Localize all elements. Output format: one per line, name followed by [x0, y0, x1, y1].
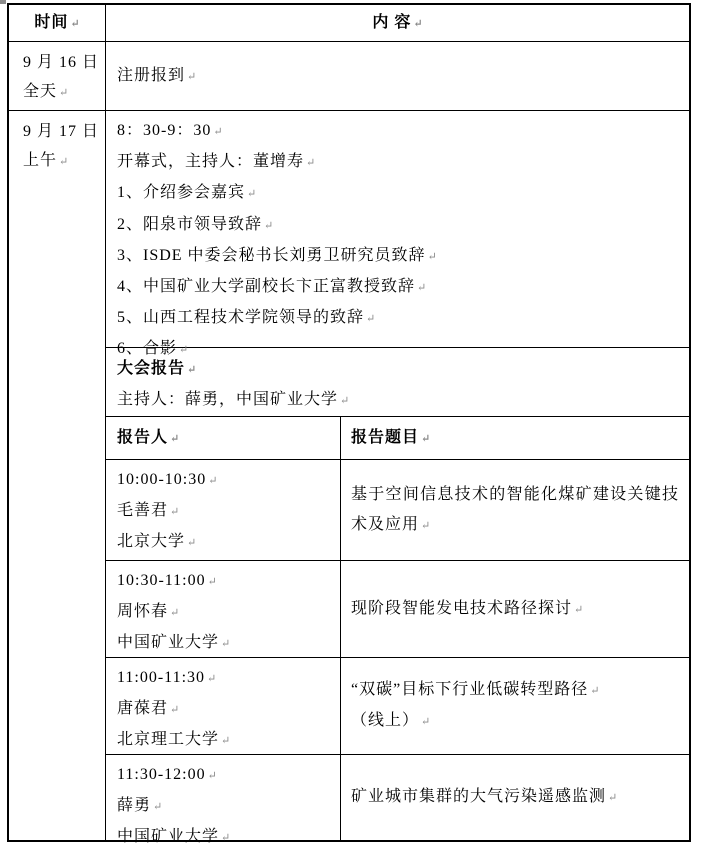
- report-4-speaker-cell: [106, 755, 341, 845]
- content-column-header-cell: [106, 5, 689, 41]
- report-3-affiliation: 北京理工大学 ↵: [117, 725, 336, 756]
- report-2-speaker-cell: [106, 561, 341, 657]
- row-sep16: [9, 42, 689, 111]
- opening-time: 8：30-9：30 ↵: [117, 116, 681, 147]
- opening-item-4: 4、中国矿业大学副校长卞正富教授致辞 ↵: [117, 272, 681, 303]
- content-column-header: 内 容 ↵: [372, 8, 422, 39]
- report-2-speaker: 周怀春 ↵: [117, 597, 336, 628]
- plenary-session-title: 大会报告 ↵: [117, 354, 681, 385]
- report-3-time: 11:00-11:30 ↵: [117, 663, 336, 694]
- report-1-affiliation: 北京大学 ↵: [117, 527, 336, 558]
- report-row-3: [106, 658, 689, 755]
- sep17-date: 9 月 17 日: [23, 123, 100, 140]
- report-4-time: 11:30-12:00 ↵: [117, 760, 336, 791]
- sep17-content-cell: [106, 111, 689, 845]
- opening-item-2: 2、阳泉市领导致辞 ↵: [117, 210, 681, 241]
- report-row-2: [106, 561, 689, 658]
- sep16-time-cell: [9, 42, 106, 110]
- report-2-time: 10:30-11:00 ↵: [117, 566, 336, 597]
- opening-host: 开幕式，主持人：董增寿 ↵: [117, 147, 681, 178]
- report-row-4: [106, 755, 689, 845]
- opening-item-5: 5、山西工程技术学院领导的致辞 ↵: [117, 303, 681, 334]
- report-1-title-cell: [341, 460, 689, 560]
- sep16-period: 全天 ↵: [23, 77, 103, 108]
- sep16-activity: 注册报到 ↵: [117, 61, 196, 92]
- table-header-row: [9, 5, 689, 42]
- speaker-column-header: 报告人 ↵: [117, 425, 336, 452]
- reports-header-row: [106, 417, 689, 460]
- report-1-title: 基于空间信息技术的智能化煤矿建设关键技术及应用 ↵: [351, 480, 679, 541]
- report-row-1: [106, 460, 689, 561]
- report-3-title-line-1: “双碳”目标下行业低碳转型路径 ↵: [351, 675, 679, 706]
- sep16-date: 9 月 16 日: [23, 54, 100, 71]
- opening-item-1: 1、介绍参会嘉宾 ↵: [117, 178, 681, 209]
- conference-schedule-table: [7, 3, 691, 845]
- plenary-session-section: [106, 348, 689, 417]
- report-3-speaker: 唐葆君 ↵: [117, 694, 336, 725]
- speaker-column-header-cell: [106, 417, 341, 459]
- report-2-title: 现阶段智能发电技术路径探讨 ↵: [351, 594, 679, 625]
- report-1-speaker: 毛善君 ↵: [117, 496, 336, 527]
- report-2-title-cell: [341, 561, 689, 657]
- report-4-speaker: 薛勇 ↵: [117, 791, 336, 822]
- opening-ceremony-section: [106, 111, 689, 358]
- title-column-header-cell: [341, 417, 689, 459]
- report-1-time: 10:00-10:30 ↵: [117, 465, 336, 496]
- time-column-header: 时间 ↵: [34, 8, 79, 39]
- plenary-session-host: 主持人：薛勇，中国矿业大学 ↵: [117, 385, 681, 416]
- sep17-time-cell: [9, 111, 106, 840]
- opening-item-6: 6、合影 ↵: [117, 334, 681, 365]
- report-4-title-cell: [341, 755, 689, 840]
- sep16-content-cell: [106, 42, 689, 110]
- report-2-affiliation: 中国矿业大学 ↵: [117, 628, 336, 659]
- row-sep17: [9, 111, 689, 845]
- report-3-title-cell: [341, 658, 689, 754]
- report-4-title: 矿业城市集群的大气污染遥感监测 ↵: [351, 782, 679, 813]
- report-4-affiliation: 中国矿业大学 ↵: [117, 822, 336, 853]
- opening-item-3: 3、ISDE 中委会秘书长刘勇卫研究员致辞 ↵: [117, 241, 681, 272]
- sep17-period: 上午 ↵: [23, 146, 103, 177]
- report-3-speaker-cell: [106, 658, 341, 754]
- report-3-title-line-2: （线上） ↵: [351, 706, 679, 737]
- time-column-header-cell: [9, 5, 106, 41]
- title-column-header: 报告题目 ↵: [351, 425, 679, 452]
- report-1-speaker-cell: [106, 460, 341, 560]
- table-anchor-artifact: [0, 0, 6, 4]
